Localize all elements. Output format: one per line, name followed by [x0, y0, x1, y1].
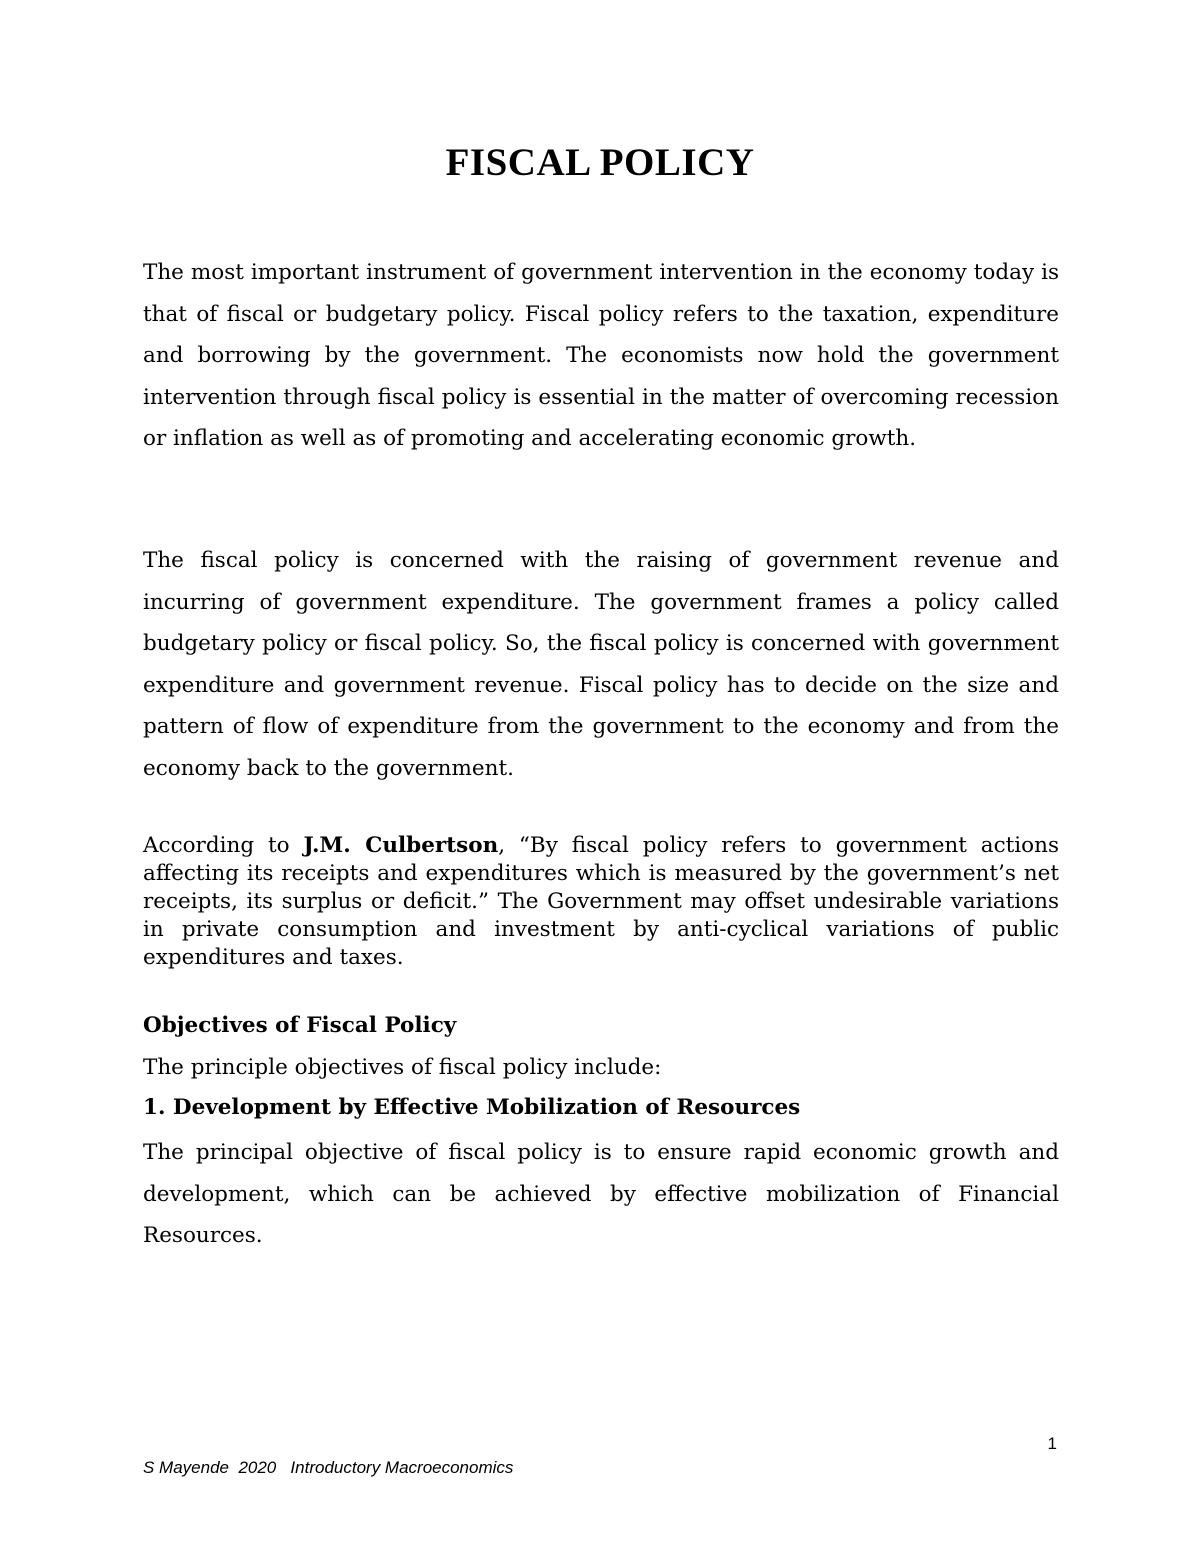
objectives-intro: The principle objectives of fiscal policy include: — [143, 1055, 662, 1080]
page-footer: S Mayende 2020 Introductory Macroeconomics — [143, 1458, 514, 1477]
page-number: 1 — [1047, 1434, 1057, 1453]
paragraph-culbertson-definition — [143, 832, 1059, 972]
quote-text: , “By fiscal policy refers to government actions affecting its receipts and expenditures which is measured by the government’s net receipts, its surplus or deficit.” The Government may offset undesirable variations in private consumption and investment by anti-cyclical variations of public expenditures and taxes. — [143, 833, 1059, 970]
author-name: J.M. Culbertson — [303, 833, 499, 858]
paragraph-lead-text: According to — [143, 833, 304, 858]
objective-1-heading: 1. Development by Effective Mobilization of Resources — [143, 1095, 801, 1120]
objective-1-text: The principal objective of fiscal policy is to ensure rapid economic growth and development, which can be achieved by effective mobilization of Financial Resources. — [143, 1140, 1059, 1248]
paragraph-intro: The most important instrument of government intervention in the economy today is that of fiscal or budgetary policy. Fiscal policy refers to the taxation, expenditure and borrowing by the government. The economists now hold the government intervention through fiscal policy is essential in the matter of overcoming recession or inflation as well as of promoting and accelerating economic growth. — [143, 260, 1059, 451]
objectives-heading: Objectives of Fiscal Policy — [143, 1013, 457, 1038]
page-title: FISCAL POLICY — [445, 141, 755, 184]
paragraph-fiscal-policy-concern: The fiscal policy is concerned with the raising of government revenue and incurring of government expenditure. The government frames a policy called budgetary policy or fiscal policy. So, the fiscal policy is concerned with government expenditure and government revenue. Fiscal policy has to decide on the size and pattern of flow of expenditure from the government to the economy and from the economy back to the government. — [143, 548, 1059, 781]
